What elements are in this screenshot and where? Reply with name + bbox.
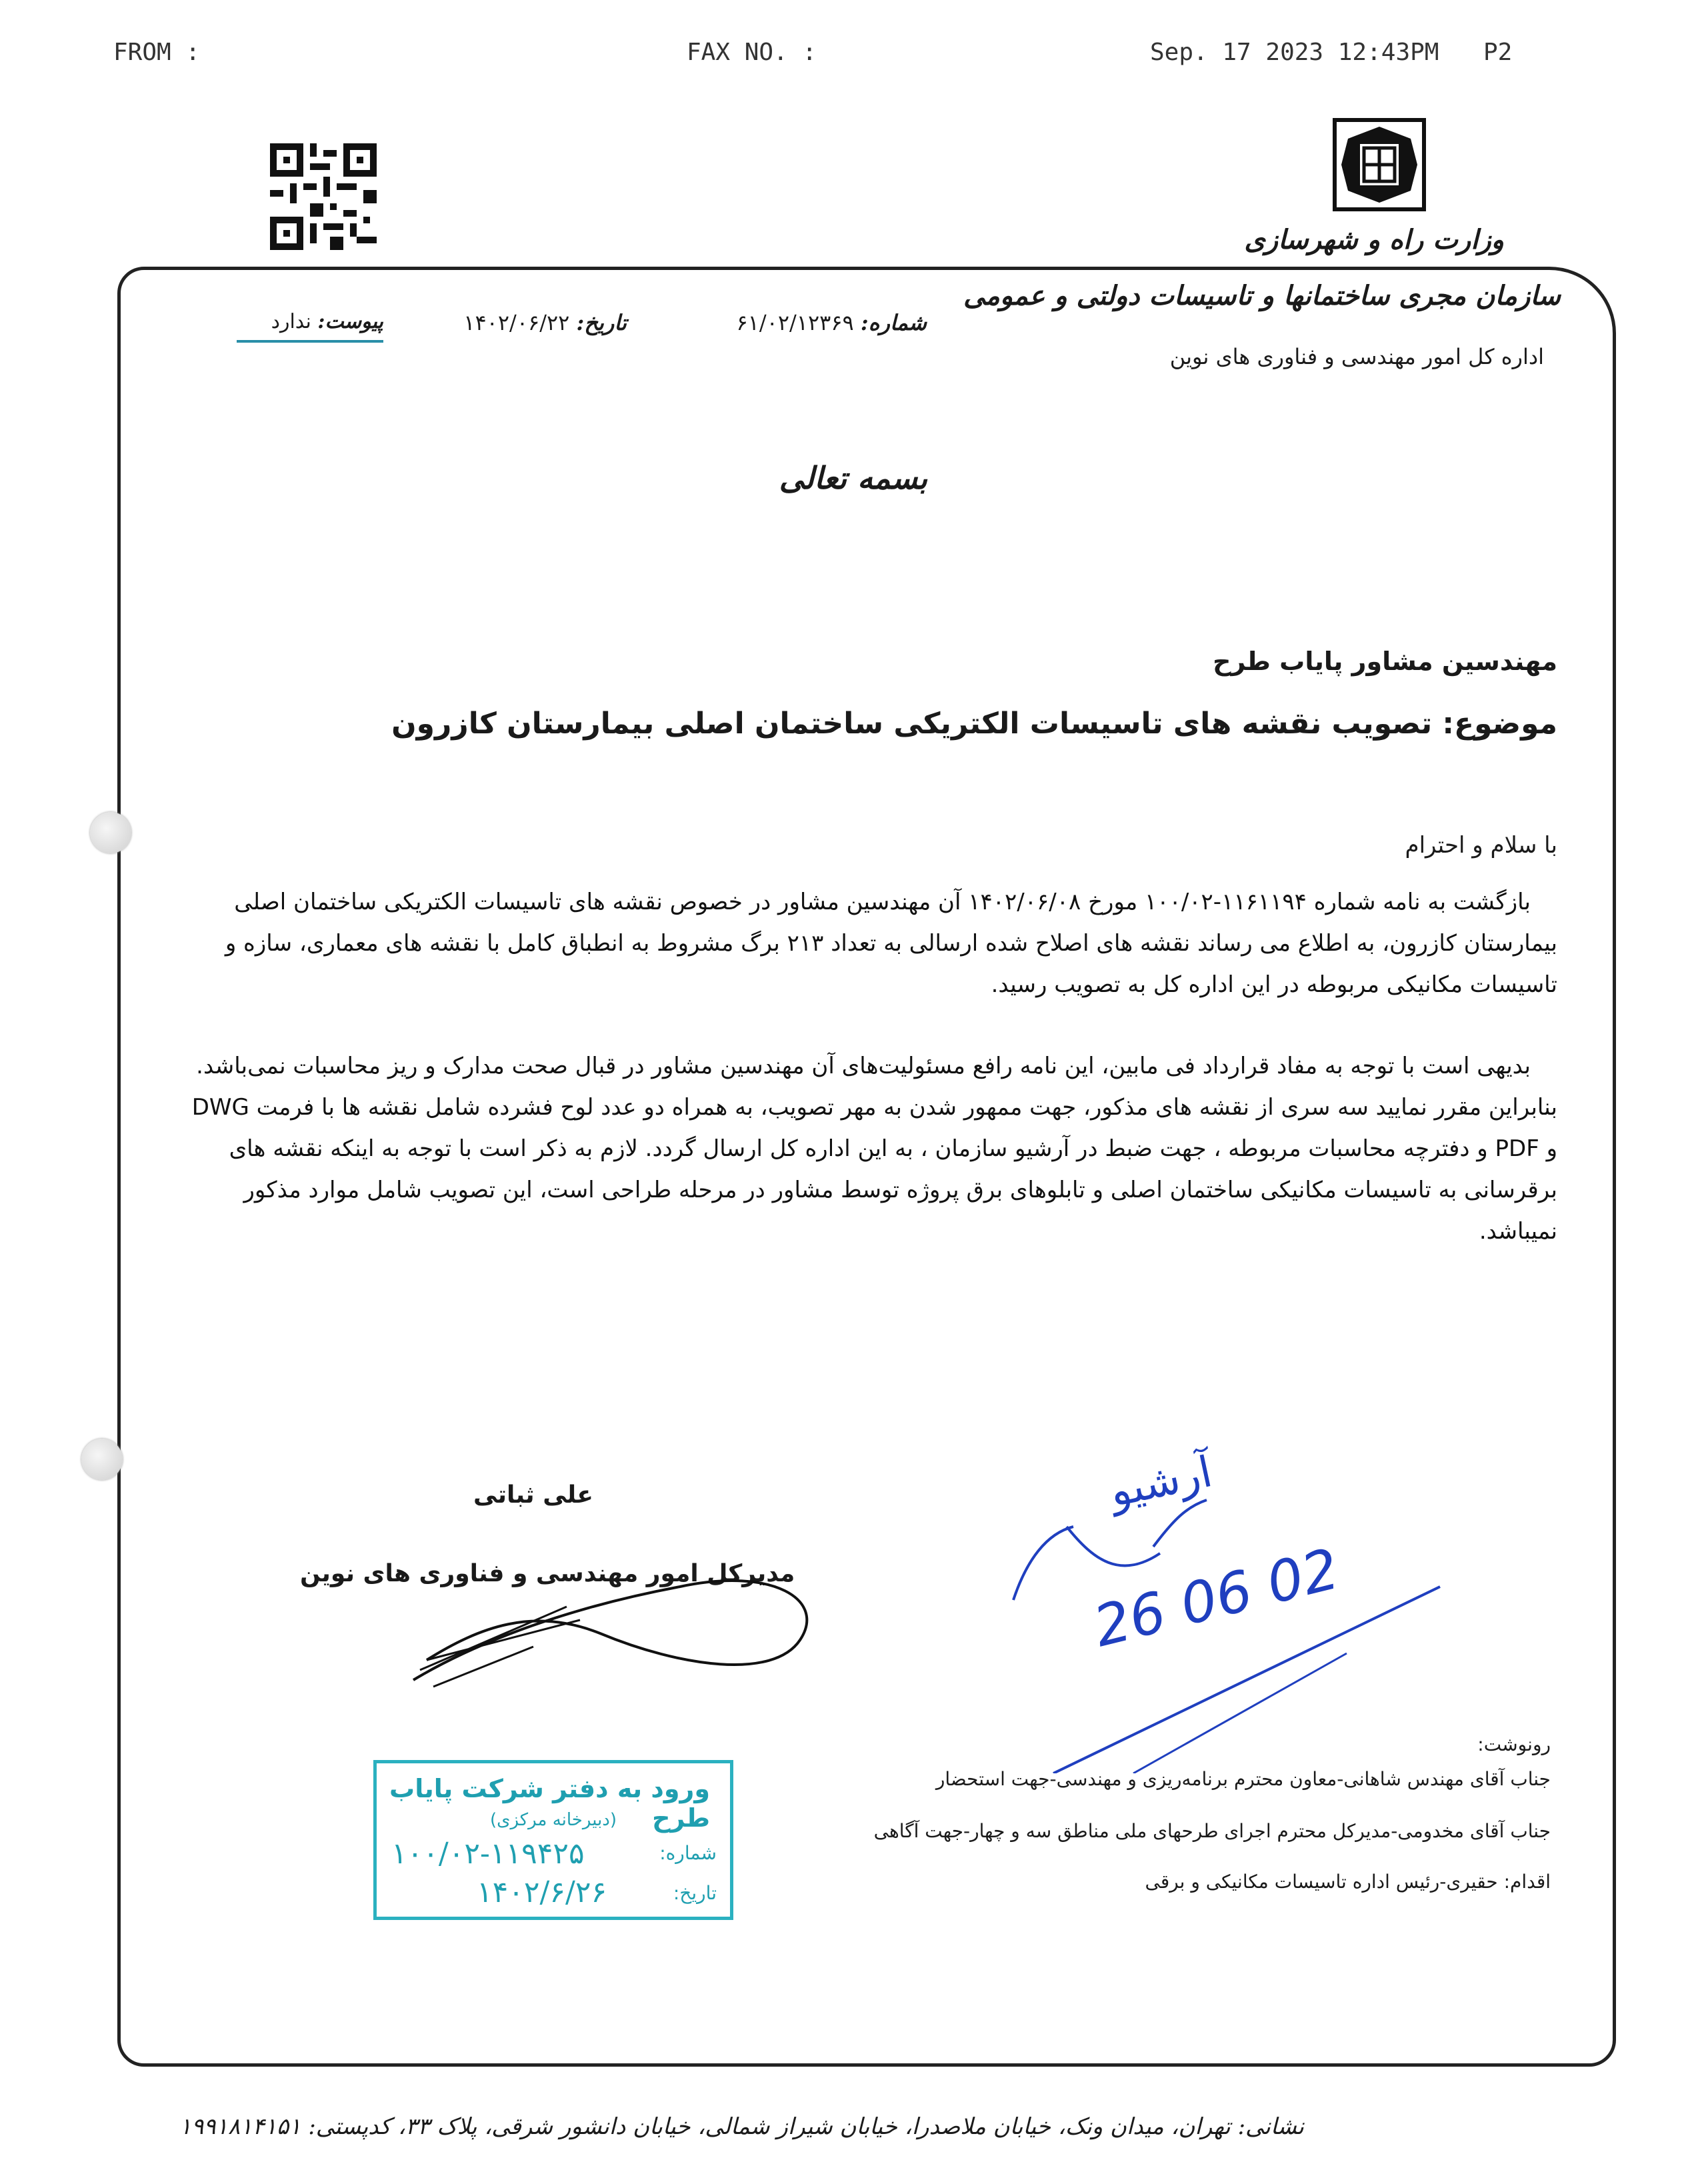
cc-label: رونوشت: — [1477, 1733, 1551, 1755]
qr-code — [270, 143, 377, 250]
stamp-number: ۱۰۰/۰۲-۱۱۹۴۲۵ — [391, 1837, 585, 1871]
letter-attachment-label: پیوست: — [317, 310, 383, 333]
stamp-date-label: تاریخ: — [673, 1882, 717, 1904]
stamp-date: ۱۴۰۲/۶/۲۶ — [477, 1875, 607, 1909]
subject: موضوع: تصویب نقشه های تاسیسات الکتریکی ساختمان اصلی بیمارستان کازرون — [391, 707, 1557, 741]
fax-from: FROM : — [113, 39, 201, 66]
ministry-name: وزارت راه و شهرسازی — [1244, 224, 1504, 255]
handwritten-signature — [400, 1527, 827, 1700]
punch-hole-top — [90, 812, 131, 853]
greeting: با سلام و احترام — [1405, 832, 1557, 859]
fax-page: P2 — [1483, 39, 1513, 66]
stamp-title: ورود به دفتر شرکت پایاب طرح — [389, 1774, 710, 1833]
signatory-name: علی ثباتی — [473, 1481, 593, 1509]
handwritten-note — [987, 1427, 1453, 1773]
stamp-number-label: شماره: — [659, 1842, 717, 1864]
letter-attachment — [237, 310, 383, 343]
cc-line-2: جناب آقای مخدومی-مدیرکل محترم اجرای طرحهای ملی مناطق سه و چهار-جهت آگاهی — [873, 1820, 1551, 1842]
received-stamp — [373, 1760, 733, 1920]
organization-name: سازمان مجری ساختمانها و تاسیسات دولتی و عمومی — [963, 280, 1561, 311]
letter-attachment-value: ندارد — [271, 310, 311, 333]
recipient: مهندسین مشاور پایاب طرح — [1213, 647, 1557, 676]
ministry-emblem-icon — [1332, 117, 1427, 212]
fax-datetime: Sep. 17 2023 12:43PM — [1150, 39, 1439, 66]
invocation: بسمه تعالی — [779, 460, 928, 496]
letter-number-label: شماره: — [860, 310, 927, 335]
letter-date — [413, 310, 627, 335]
stamp-subtitle: (دبیرخانه مرکزی) — [489, 1810, 617, 1830]
footer-address: نشانی: تهران، میدان ونک، خیابان ملاصدرا، خیابان شیراز شمالی، خیابان دانشور شرقی، پلاک ۳۳، کدپستی: ۱۹۹۱۸۱۴۱۵۱ — [179, 2113, 1304, 2140]
letter-date-value: ۱۴۰۲/۰۶/۲۲ — [463, 310, 570, 335]
handwritten-date: 26 06 02 — [1087, 1535, 1345, 1660]
body-paragraph-1: بازگشت به نامه شماره ۱۱۶۱۱۹۴-۱۰۰/۰۲ مورخ ۱۴۰۲/۰۶/۰۸ آن مهندسین مشاور در خصوص نقشه های تاسیسات الکتریکی ساختمان اصلی بیمارستان کازرون، به اطلاع می رساند نقشه های اصلاح شده ارسالی به تعداد ۲۱۳ برگ مشروط به انطباق کامل با نقشه های معماری، سازه و تاسیسات مکانیکی مربوطه در این اداره کل به تصویب رسید. — [225, 889, 1557, 998]
department-name: اداره کل امور مهندسی و فناوری های نوین — [1169, 344, 1544, 369]
punch-hole-bottom — [81, 1439, 123, 1480]
cc-line-3: اقدام: حقیری-رئیس اداره تاسیسات مکانیکی و برقی — [1145, 1871, 1551, 1893]
letter-number — [707, 310, 927, 335]
body-paragraph-2: بدیهی است با توجه به مفاد قرارداد فی مابین، این نامه رافع مسئولیت‌های آن مهندسین مشاور در قبال صحت مدارک و ریز محاسبات نمی‌باشد. بنابراین مقرر نمایید سه سری از نقشه های مذکور، جهت ممهور شدن به مهر تصویب، به همراه دو عدد لوح فشرده شامل نقشه ها با فرمت DWG و PDF و دفترچه محاسبات مربوطه ، جهت ضبط در آرشیو سازمان ، به این اداره کل ارسال گردد. لازم به ذکر است با توجه به اینکه نقشه های برقرسانی به تاسیسات مکانیکی ساختمان اصلی و تابلوهای برق پروژه توسط مشاور در مرحله طراحی است، این تصویب شامل موارد مذکور نمیباشد. — [191, 1053, 1557, 1245]
letter-date-label: تاریخ: — [576, 310, 627, 335]
handwritten-note-text: آرشیو — [1105, 1447, 1217, 1517]
signatory-title: مدیرکل امور مهندسی و فناوری های نوین — [300, 1560, 795, 1587]
letter-number-value: ۶۱/۰۲/۱۲۳۶۹ — [736, 310, 854, 335]
fax-number-label: FAX NO. : — [687, 39, 817, 66]
cc-line-1: جناب آقای مهندس شاهانی-معاون محترم برنامه‌ریزی و مهندسی-جهت استحضار — [935, 1768, 1551, 1790]
